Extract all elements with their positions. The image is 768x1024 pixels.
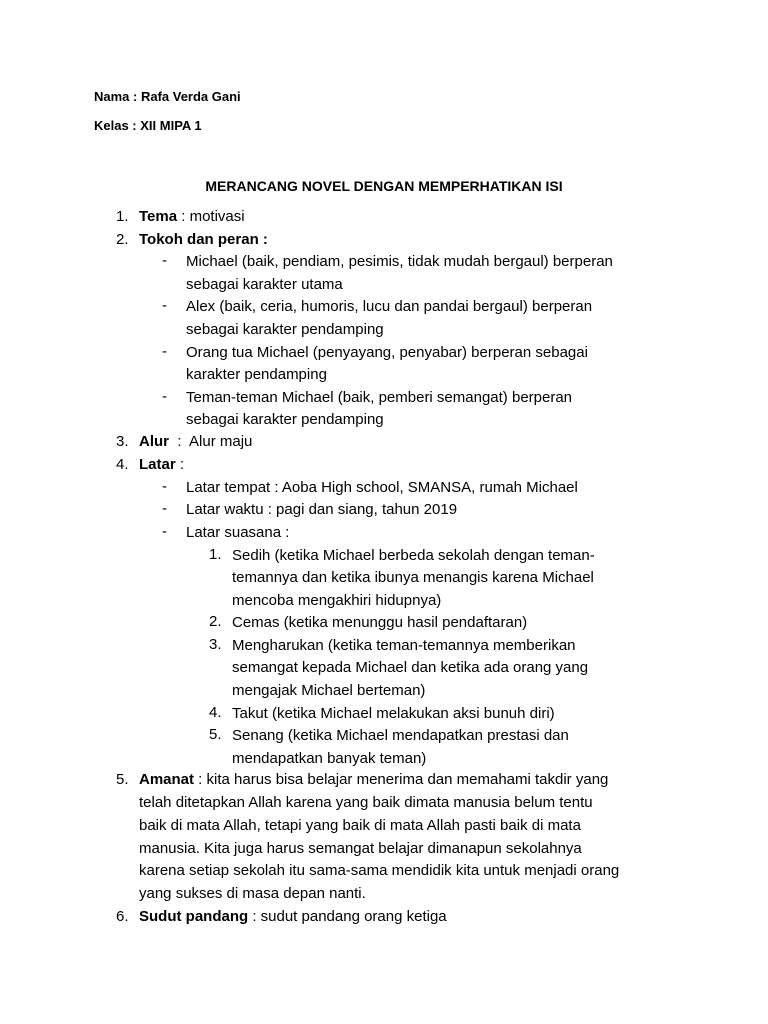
tokoh-bullet-line: sebagai karakter pendamping bbox=[186, 411, 384, 428]
suasana-line: mendapatkan banyak teman) bbox=[232, 750, 427, 767]
amanat-line: manusia. Kita juga harus semangat belajar dimanapun sekolahnya bbox=[139, 840, 582, 857]
suasana-number: 2. bbox=[209, 613, 222, 630]
amanat-line: telah ditetapkan Allah karena yang baik dimata manusia belum tentu bbox=[139, 794, 593, 811]
latar-bullet-line: Latar waktu : pagi dan siang, tahun 2019 bbox=[186, 501, 458, 518]
tokoh-bullet-line: Teman-teman Michael (baik, pemberi semangat) berperan bbox=[186, 389, 573, 406]
tokoh-bullet-line: sebagai karakter utama bbox=[186, 276, 343, 293]
suasana-line: Sedih (ketika Michael berbeda sekolah dengan teman- bbox=[232, 547, 595, 564]
item-number: 4. bbox=[116, 456, 129, 473]
suasana-number: 3. bbox=[209, 636, 222, 653]
item-alur: Alur : Alur maju bbox=[139, 433, 253, 450]
item-sudut-pandang: Sudut pandang : sudut pandang orang ketiga bbox=[139, 908, 447, 925]
latar-bullet-line: Latar tempat : Aoba High school, SMANSA, rumah Michael bbox=[186, 479, 578, 496]
amanat-line: yang sukses di masa depan nanti. bbox=[139, 885, 366, 902]
suasana-number: 1. bbox=[209, 546, 222, 563]
tokoh-bullet-line: Orang tua Michael (penyayang, penyabar) berperan sebagai bbox=[186, 344, 588, 361]
tokoh-bullet-line: karakter pendamping bbox=[186, 366, 327, 383]
bullet-dash: - bbox=[162, 343, 167, 360]
item-amanat: Amanat : kita harus bisa belajar menerima dan memahami takdir yang bbox=[139, 771, 609, 788]
bullet-dash: - bbox=[162, 297, 167, 314]
item-latar: Latar : bbox=[139, 456, 185, 473]
amanat-line: karena setiap sekolah itu sama-sama mendidik kita untuk menjadi orang bbox=[139, 862, 620, 879]
suasana-line: temannya dan ketika ibunya menangis karena Michael bbox=[232, 569, 594, 586]
suasana-line: Senang (ketika Michael mendapatkan prestasi dan bbox=[232, 727, 569, 744]
item-tokoh-label: Tokoh dan peran : bbox=[139, 231, 268, 248]
tokoh-bullet-line: Michael (baik, pendiam, pesimis, tidak mudah bergaul) berperan bbox=[186, 253, 613, 270]
student-class: Kelas : XII MIPA 1 bbox=[94, 118, 202, 133]
bullet-dash: - bbox=[162, 500, 167, 517]
bullet-dash: - bbox=[162, 478, 167, 495]
student-name: Nama : Rafa Verda Gani bbox=[94, 89, 241, 104]
suasana-line: Cemas (ketika menunggu hasil pendaftaran) bbox=[232, 614, 528, 631]
item-tema: Tema : motivasi bbox=[139, 208, 245, 225]
item-number: 1. bbox=[116, 208, 129, 225]
bullet-dash: - bbox=[162, 252, 167, 269]
document-title: MERANCANG NOVEL DENGAN MEMPERHATIKAN ISI bbox=[205, 178, 563, 194]
tokoh-bullet-line: Alex (baik, ceria, humoris, lucu dan pandai bergaul) berperan bbox=[186, 298, 593, 315]
suasana-number: 5. bbox=[209, 726, 222, 743]
suasana-line: Mengharukan (ketika teman-temannya memberikan bbox=[232, 637, 576, 654]
bullet-dash: - bbox=[162, 388, 167, 405]
item-number: 3. bbox=[116, 433, 129, 450]
suasana-line: semangat kepada Michael dan ketika ada orang yang bbox=[232, 659, 589, 676]
suasana-line: mencoba mengakhiri hidupnya) bbox=[232, 592, 442, 609]
item-number: 6. bbox=[116, 908, 129, 925]
bullet-dash: - bbox=[162, 523, 167, 540]
item-number: 5. bbox=[116, 771, 129, 788]
suasana-line: mengajak Michael berteman) bbox=[232, 682, 426, 699]
amanat-line: baik di mata Allah, tetapi yang baik di mata Allah pasti baik di mata bbox=[139, 817, 581, 834]
item-number: 2. bbox=[116, 231, 129, 248]
latar-bullet-line: Latar suasana : bbox=[186, 524, 290, 541]
suasana-line: Takut (ketika Michael melakukan aksi bunuh diri) bbox=[232, 705, 555, 722]
tokoh-bullet-line: sebagai karakter pendamping bbox=[186, 321, 384, 338]
suasana-number: 4. bbox=[209, 704, 222, 721]
